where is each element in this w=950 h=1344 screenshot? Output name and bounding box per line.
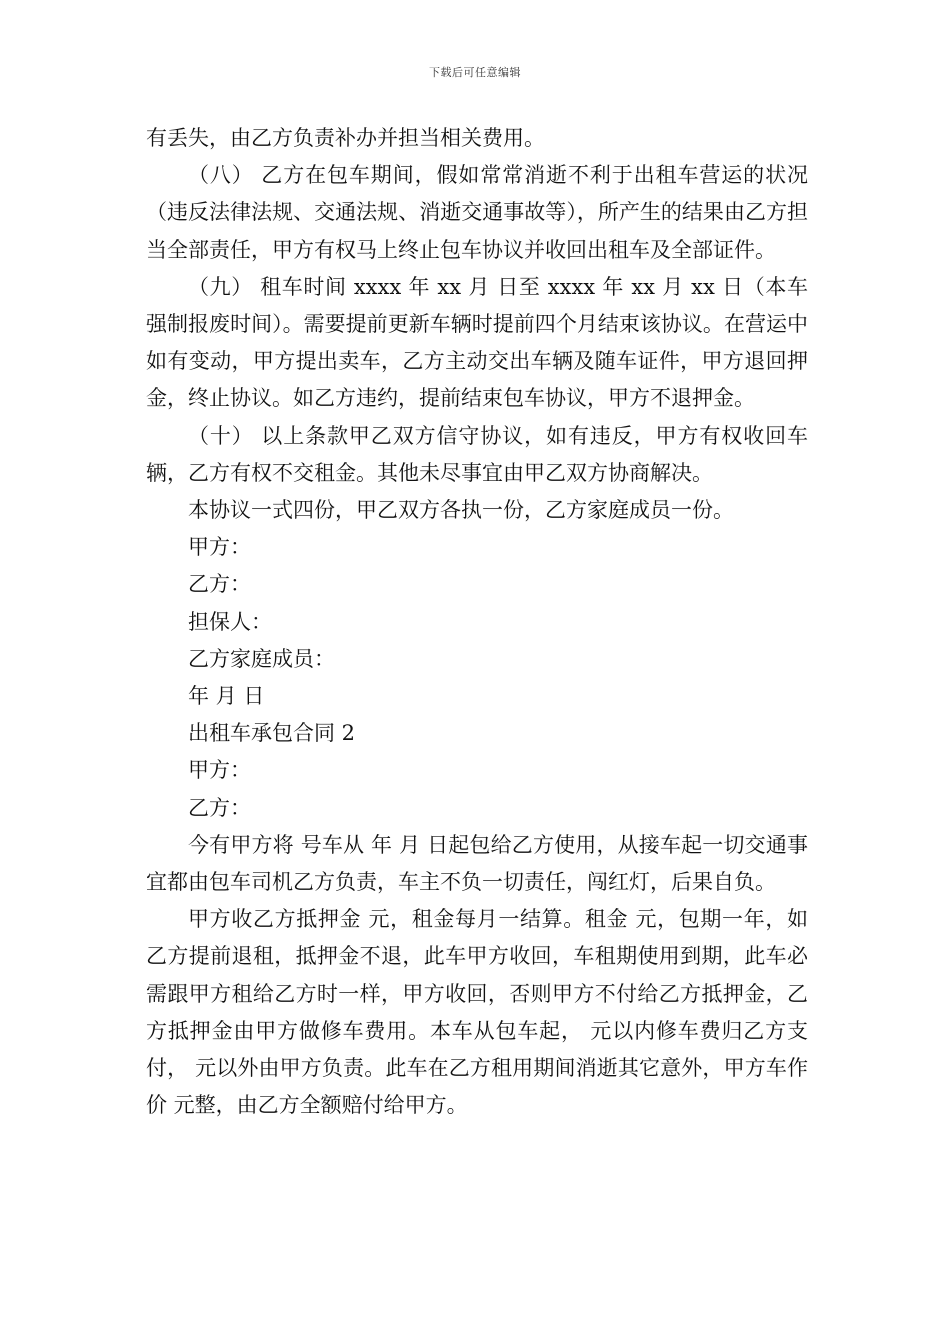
contract-two-party-a: 甲方： [188, 758, 251, 783]
signature-party-b: 乙方： [188, 572, 251, 597]
signature-guarantor: 担保人： [188, 609, 272, 634]
document-body [146, 120, 808, 1124]
clause-eight: （八） 乙方在包车期间，假如常常消逝不利于出租车营运的状况（违反法律法规、交通法规、消逝交通事故等），所产生的结果由乙方担当全部责任，甲方有权马上终止包车协议并收回出租车及全部证件。 [146, 163, 808, 262]
paragraph-continuation: 有丢失，由乙方负责补办并担当相关费用。 [146, 126, 545, 150]
signature-family-member: 乙方家庭成员： [188, 646, 335, 671]
contract-two-title: 出租车承包合同 2 [188, 721, 356, 746]
contract-two-clause-usage: 今有甲方将 号车从 年 月 日起包给乙方使用，从接车起一切交通事宜都由包车司机乙方负责，车主不负一切责任，闯红灯，后果自负。 [146, 832, 808, 895]
contract-two-party-b: 乙方： [188, 795, 251, 820]
signature-party-a: 甲方： [188, 535, 251, 560]
clause-ten: （十） 以上条款甲乙双方信守协议，如有违反，甲方有权收回车辆，乙方有权不交租金。其他未尽事宜由甲乙双方协商解决。 [146, 423, 808, 485]
page-header: 下载后可任意编辑 [429, 66, 521, 79]
clause-nine: （九） 租车时间 xxxx 年 xx 月 日至 xxxx 年 xx 月 xx 日（本车强制报废时间）。需要提前更新车辆时提前四个月结束该协议。在营运中如有变动，甲方提出卖车，乙方主动交出车辆及随车证件，甲方退回押金，终止协议。如乙方违约，提前结束包车协议，甲方不退押金。 [146, 274, 808, 411]
copies-statement: 本协议一式四份，甲乙双方各执一份，乙方家庭成员一份。 [188, 498, 734, 523]
contract-two-clause-deposit: 甲方收乙方抵押金 元，租金每月一结算。租金 元，包期一年，如乙方提前退租，抵押金不退，此车甲方收回，车租期使用到期，此车必需跟甲方租给乙方时一样，甲方收回，否则甲方不付给乙方抵押金，乙方抵押金由甲方做修车费用。本车从包车起， 元以内修车费归乙方支付， 元以外由甲方负责。此车在乙方租用期间消逝其它意外，甲方车作价 元整，由乙方全额赔付给甲方。 [146, 907, 808, 1118]
signature-date: 年 月 日 [188, 684, 265, 709]
